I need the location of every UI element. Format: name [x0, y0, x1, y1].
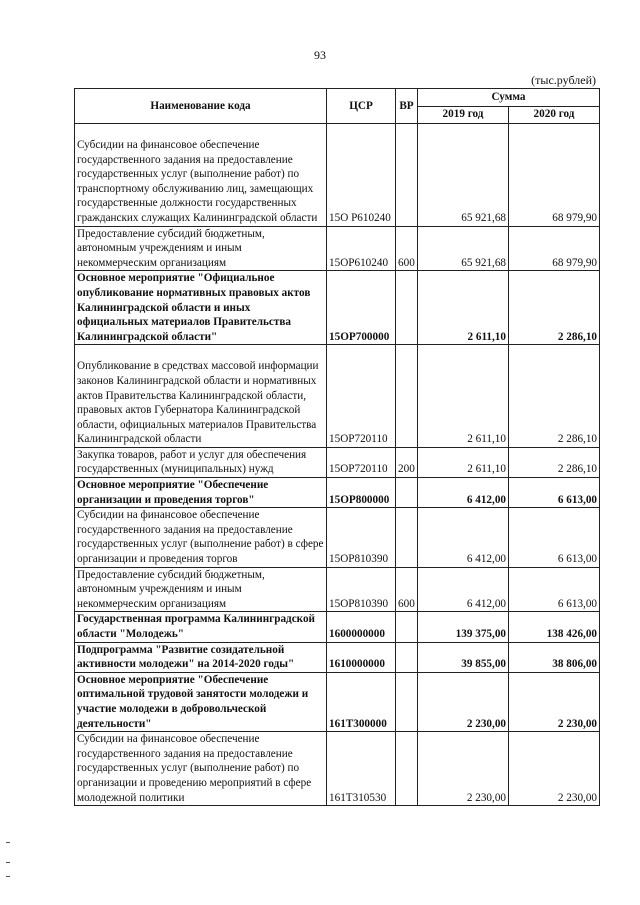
header-sum: Сумма [418, 89, 600, 107]
table-row [75, 732, 600, 806]
cell-csr: 15ОР720110 [327, 447, 396, 477]
cell-2020: 38 806,00 [509, 642, 600, 672]
cell-csr: 15ОР800000 [327, 478, 396, 508]
cell-name: Предоставление субсидий бюджетным, автономным учреждениям и иным некоммерческим организациям [75, 567, 327, 612]
cell-vr [396, 508, 418, 567]
cell-vr [396, 732, 418, 806]
header-vr: ВР [396, 89, 418, 124]
header-name: Наименование кода [75, 89, 327, 124]
margin-mark [6, 862, 10, 863]
cell-vr [396, 478, 418, 508]
cell-name: Субсидии на финансовое обеспечение государственного задания на предоставление государственных услуг (выполнение работ) по транспортному обслуживанию лиц, замещающих государственные должности государственных гражданских служащих Калининградской области [75, 124, 327, 227]
cell-vr [396, 642, 418, 672]
cell-2019: 65 921,68 [418, 226, 509, 271]
cell-vr [396, 672, 418, 731]
cell-2019: 6 412,00 [418, 478, 509, 508]
table-row [75, 567, 600, 612]
table-row [75, 271, 600, 345]
cell-2019: 139 375,00 [418, 612, 509, 642]
cell-csr: 15ОР610240 [327, 226, 396, 271]
cell-csr: 15ОР720110 [327, 345, 396, 448]
cell-2019: 2 611,10 [418, 271, 509, 345]
cell-2019: 2 611,10 [418, 345, 509, 448]
cell-csr: 15ОР810390 [327, 508, 396, 567]
cell-name: Субсидии на финансовое обеспечение государственного задания на предоставление государственных услуг (выполнение работ) в сфере организации и проведения торгов [75, 508, 327, 567]
cell-2020: 6 613,00 [509, 567, 600, 612]
cell-2019: 2 611,10 [418, 447, 509, 477]
cell-name: Государственная программа Калининградской области "Молодежь" [75, 612, 327, 642]
cell-name: Субсидии на финансовое обеспечение государственного задания на предоставление государственных услуг (выполнение работ) по организации и проведению мероприятий в сфере молодежной политики [75, 732, 327, 806]
cell-2020: 2 286,10 [509, 345, 600, 448]
cell-vr: 600 [396, 567, 418, 612]
cell-vr [396, 271, 418, 345]
cell-2020: 68 979,90 [509, 124, 600, 227]
table-row [75, 612, 600, 642]
cell-vr [396, 345, 418, 448]
margin-mark [6, 842, 10, 843]
table-row [75, 478, 600, 508]
table-row [75, 226, 600, 271]
cell-name: Закупка товаров, работ и услуг для обеспечения государственных (муниципальных) нужд [75, 447, 327, 477]
cell-2020: 6 613,00 [509, 478, 600, 508]
cell-name: Основное мероприятие "Обеспечение организации и проведения торгов" [75, 478, 327, 508]
cell-2019: 2 230,00 [418, 672, 509, 731]
cell-2019: 6 412,00 [418, 508, 509, 567]
cell-csr: 1600000000 [327, 612, 396, 642]
header-csr: ЦСР [327, 89, 396, 124]
cell-2020: 2 286,10 [509, 271, 600, 345]
cell-csr: 161Т310530 [327, 732, 396, 806]
table-row [75, 345, 600, 448]
cell-2020: 68 979,90 [509, 226, 600, 271]
margin-mark [6, 876, 10, 877]
cell-name: Основное мероприятие "Обеспечение оптимальной трудовой занятости молодежи и участие молодежи в добровольческой деятельности" [75, 672, 327, 731]
cell-2019: 2 230,00 [418, 732, 509, 806]
page-number: 93 [314, 48, 326, 62]
cell-2020: 2 286,10 [509, 447, 600, 477]
table-row [75, 642, 600, 672]
cell-vr [396, 124, 418, 227]
cell-vr: 200 [396, 447, 418, 477]
cell-name: Подпрограмма "Развитие созидательной активности молодежи" на 2014-2020 годы" [75, 642, 327, 672]
table-row [75, 508, 600, 567]
cell-name: Предоставление субсидий бюджетным, автономным учреждениям и иным некоммерческим организациям [75, 226, 327, 271]
cell-name: Опубликование в средствах массовой информации законов Калининградской области и нормативных актов Правительства Калининградской области, правовых актов Губернатора Калининградской области, официальных материалов Правительства Калининградской области [75, 345, 327, 448]
cell-2020: 2 230,00 [509, 672, 600, 731]
units-label: (тыс.рублей) [531, 73, 596, 87]
cell-2019: 65 921,68 [418, 124, 509, 227]
header-2020: 2020 год [509, 106, 600, 124]
cell-csr: 1610000000 [327, 642, 396, 672]
table-row [75, 447, 600, 477]
cell-2020: 6 613,00 [509, 508, 600, 567]
cell-csr: 15ОР700000 [327, 271, 396, 345]
table-row [75, 672, 600, 731]
table-body [75, 124, 600, 806]
cell-2020: 2 230,00 [509, 732, 600, 806]
budget-table [74, 88, 600, 806]
cell-2020: 138 426,00 [509, 612, 600, 642]
cell-2019: 39 855,00 [418, 642, 509, 672]
cell-vr: 600 [396, 226, 418, 271]
cell-name: Основное мероприятие "Официальное опубликование нормативных правовых актов Калининградской области и иных официальных материалов Правительства Калининградской области" [75, 271, 327, 345]
cell-csr: 15ОР810390 [327, 567, 396, 612]
header-2019: 2019 год [418, 106, 509, 124]
cell-csr: 15О Р610240 [327, 124, 396, 227]
cell-vr [396, 612, 418, 642]
table-row [75, 124, 600, 227]
cell-csr: 161Т300000 [327, 672, 396, 731]
cell-2019: 6 412,00 [418, 567, 509, 612]
